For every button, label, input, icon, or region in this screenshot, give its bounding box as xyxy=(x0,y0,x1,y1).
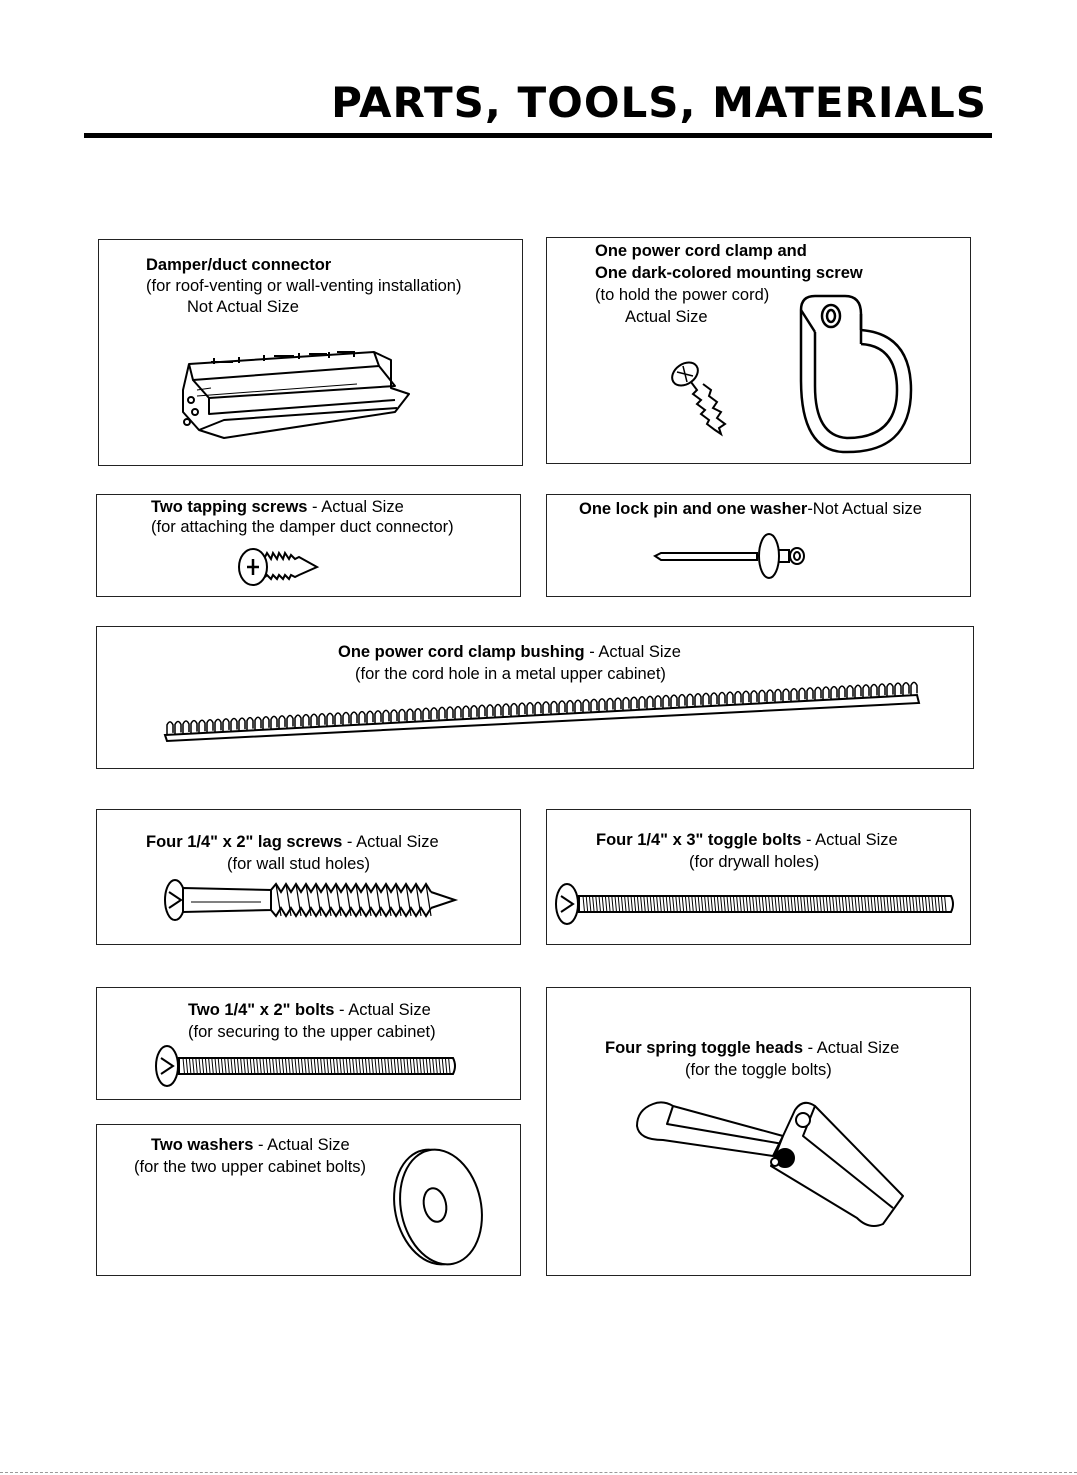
lockpin-box xyxy=(546,494,971,597)
page-bottom-border xyxy=(0,1472,1077,1473)
bolt-image xyxy=(153,1044,463,1088)
spring-toggle-image xyxy=(633,1096,913,1236)
tapping-name: Two tapping screws - Actual Size xyxy=(151,498,404,516)
bushing-image xyxy=(157,677,927,743)
toggle-bolt-image xyxy=(553,882,963,926)
toggle-bolts-box xyxy=(546,809,971,945)
bushing-desc: (for the cord hole in a metal upper cabinet) xyxy=(355,665,666,683)
lock-pin-image xyxy=(653,529,813,579)
clamp-desc: (to hold the power cord) xyxy=(595,286,770,304)
washers-desc: (for the two upper cabinet bolts) xyxy=(134,1158,367,1176)
lag-desc: (for wall stud holes) xyxy=(227,855,371,873)
damper-name: Damper/duct connector xyxy=(146,256,332,274)
damper-box xyxy=(98,239,523,466)
damper-connector-image xyxy=(169,350,429,450)
bushing-name: One power cord clamp bushing - Actual Size xyxy=(338,643,681,661)
damper-desc: (for roof-venting or wall-venting installation) xyxy=(146,277,462,295)
bolts-name: Two 1/4" x 2" bolts - Actual Size xyxy=(188,1001,431,1019)
lockpin-name: One lock pin and one washer-Not Actual size xyxy=(579,500,922,518)
toggle-heads-desc: (for the toggle bolts) xyxy=(685,1061,832,1079)
washer-image xyxy=(389,1145,489,1269)
tapping-desc: (for attaching the damper duct connector) xyxy=(151,518,454,536)
mounting-screw-image xyxy=(669,360,739,440)
damper-size: Not Actual Size xyxy=(187,298,299,316)
tapping-box xyxy=(96,494,521,597)
bushing-box xyxy=(96,626,974,769)
toggle-heads-box xyxy=(546,987,971,1276)
page-title: PARTS, TOOLS, MATERIALS xyxy=(331,78,987,127)
title-rule xyxy=(84,133,992,138)
toggle-bolts-desc: (for drywall holes) xyxy=(689,853,820,871)
clamp-box xyxy=(546,237,971,464)
toggle-bolts-name: Four 1/4" x 3" toggle bolts - Actual Size xyxy=(596,831,898,849)
washers-box xyxy=(96,1124,521,1276)
cord-clamp-image xyxy=(793,290,917,460)
bolts-desc: (for securing to the upper cabinet) xyxy=(188,1023,436,1041)
tapping-screw-image xyxy=(237,545,321,589)
clamp-name-1: One power cord clamp and xyxy=(595,242,807,260)
clamp-size: Actual Size xyxy=(625,308,708,326)
washers-name: Two washers - Actual Size xyxy=(151,1136,350,1154)
lag-screw-image xyxy=(161,878,461,922)
clamp-name-2: One dark-colored mounting screw xyxy=(595,264,863,282)
bolts-box xyxy=(96,987,521,1100)
toggle-heads-name: Four spring toggle heads - Actual Size xyxy=(605,1039,900,1057)
lag-name: Four 1/4" x 2" lag screws - Actual Size xyxy=(146,833,439,851)
lag-box xyxy=(96,809,521,945)
